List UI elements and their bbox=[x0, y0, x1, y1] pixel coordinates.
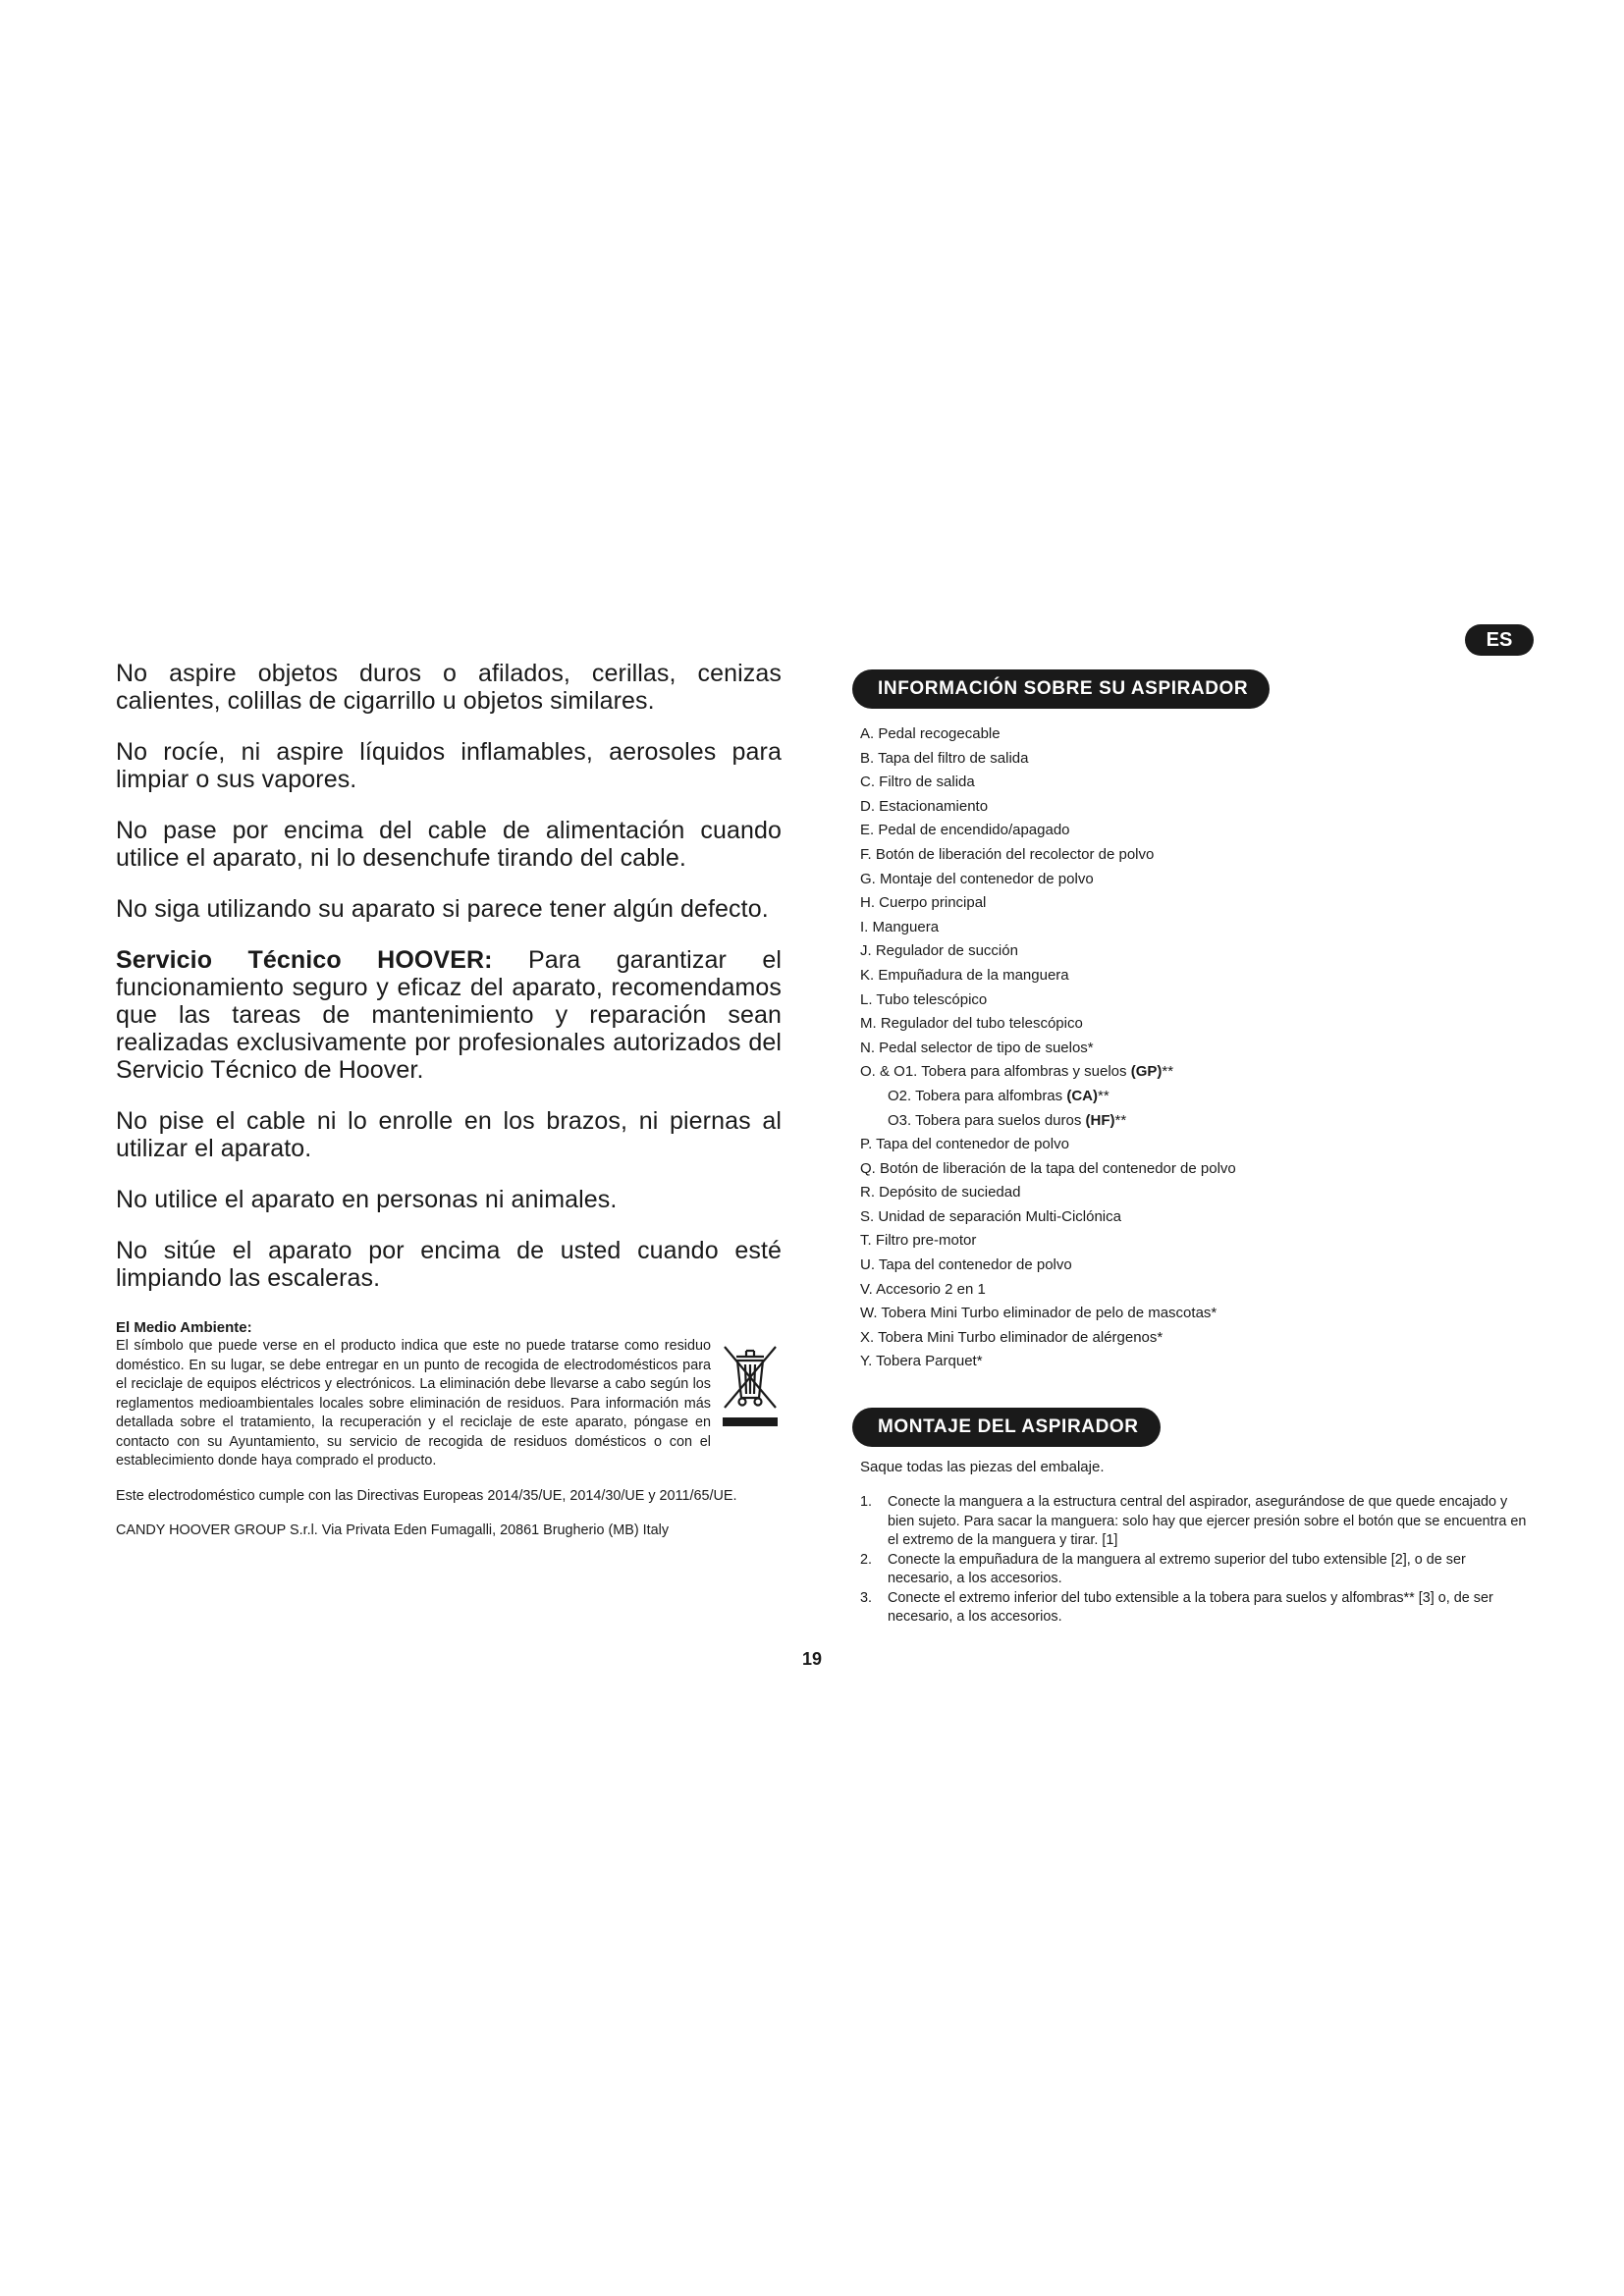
service-text: Para garantizar el funcionamiento seguro y eficaz del aparato, recomendamos que las tareas de mantenimiento y reparación sean realizadas exclusivamente por profesionales autorizados del Servicio Técnico de Hoover. bbox=[116, 946, 782, 1084]
part-code: (HF) bbox=[1085, 1111, 1115, 1129]
part-item: E. Pedal de encendido/apagado bbox=[860, 822, 1070, 839]
step-text: Conecte el extremo inferior del tubo extensible a la tobera para suelos y alfombras** [3] o, de ser necesario, a los accesorios. bbox=[888, 1589, 1493, 1626]
environment-block bbox=[116, 1337, 782, 1471]
part-label: O. & O1. Tobera para alfombras y suelos bbox=[860, 1063, 1131, 1081]
step-number: 2. bbox=[860, 1551, 873, 1568]
part-item: V. Accesorio 2 en 1 bbox=[860, 1280, 986, 1298]
part-item: H. Cuerpo principal bbox=[860, 894, 987, 912]
part-item: L. Tubo telescópico bbox=[860, 990, 988, 1008]
part-item: F. Botón de liberación del recolector de polvo bbox=[860, 845, 1155, 863]
warning-paragraph: No siga utilizando su aparato si parece tener algún defecto. bbox=[116, 895, 769, 923]
part-item: T. Filtro pre-motor bbox=[860, 1232, 977, 1250]
warning-paragraph: No sitúe el aparato por encima de usted cuando esté limpiando las escaleras. bbox=[116, 1237, 782, 1292]
part-item bbox=[860, 1060, 1530, 1085]
service-heading: Servicio Técnico HOOVER: bbox=[116, 946, 493, 974]
directives-text: Este electrodoméstico cumple con las Directivas Europeas 2014/35/UE, 2014/30/UE y 2011/65/UE. bbox=[116, 1487, 737, 1504]
safety-warnings-column bbox=[116, 660, 782, 1541]
step-number: 1. bbox=[860, 1494, 873, 1511]
assembly-intro: Saque todas las piezas del embalaje. bbox=[860, 1459, 1105, 1476]
part-item: M. Regulador del tubo telescópico bbox=[860, 1015, 1083, 1033]
part-item: X. Tobera Mini Turbo eliminador de alérgenos* bbox=[860, 1328, 1164, 1346]
part-item: R. Depósito de suciedad bbox=[860, 1184, 1021, 1201]
warning-paragraph: No pase por encima del cable de alimentación cuando utilice el aparato, ni lo desenchufe tirando del cable. bbox=[116, 817, 782, 872]
warning-paragraph: No pise el cable ni lo enrolle en los brazos, ni piernas al utilizar el aparato. bbox=[116, 1107, 782, 1162]
part-label: O2. Tobera para alfombras bbox=[888, 1087, 1067, 1104]
part-item: J. Regulador de succión bbox=[860, 942, 1018, 960]
part-item: U. Tapa del contenedor de polvo bbox=[860, 1256, 1072, 1274]
environment-text: El símbolo que puede verse en el producto indica que este no puede tratarse como residuo doméstico. En su lugar, se debe entregar en un punto de recogida de electrodomésticos para el reciclaje de equipos eléctricos y electrónicos. La eliminación debe llevarse a cabo según los reglamentos medioambientales locales sobre eliminación de residuos. Para información más detallada sobre el tratamiento, la recuperación y el reciclaje de este aparato, póngase en contacto con su Ayuntamiento, su servicio de recogida de residuos domésticos o con el establecimiento donde haya comprado el producto. bbox=[116, 1338, 711, 1468]
part-item bbox=[860, 1109, 1530, 1134]
product-info-column bbox=[852, 669, 1530, 1628]
part-item: K. Empuñadura de la manguera bbox=[860, 966, 1069, 984]
warning-paragraph: No rocíe, ni aspire líquidos inflamables, aerosoles para limpiar o sus vapores. bbox=[116, 738, 782, 793]
part-item: C. Filtro de salida bbox=[860, 774, 975, 791]
part-footnote-mark: ** bbox=[1114, 1111, 1127, 1129]
weee-bin-icon bbox=[719, 1339, 782, 1433]
part-item: D. Estacionamiento bbox=[860, 797, 989, 815]
part-item: Q. Botón de liberación de la tapa del contenedor de polvo bbox=[860, 1159, 1236, 1177]
company-address: CANDY HOOVER GROUP S.r.l. Via Privata Eden Fumagalli, 20861 Brugherio (MB) Italy bbox=[116, 1522, 670, 1538]
step-number: 3. bbox=[860, 1589, 873, 1606]
warning-paragraph: No utilice el aparato en personas ni animales. bbox=[116, 1186, 618, 1213]
environment-heading: El Medio Ambiente: bbox=[116, 1319, 252, 1336]
assembly-section-title: MONTAJE DEL ASPIRADOR bbox=[852, 1408, 1161, 1447]
part-item: P. Tapa del contenedor de polvo bbox=[860, 1136, 1069, 1153]
language-badge: ES bbox=[1465, 624, 1534, 656]
part-item bbox=[860, 1085, 1530, 1109]
part-item: W. Tobera Mini Turbo eliminador de pelo de mascotas* bbox=[860, 1305, 1218, 1322]
parts-list bbox=[860, 722, 1530, 1374]
assembly-step bbox=[860, 1493, 1530, 1551]
part-footnote-mark: ** bbox=[1097, 1087, 1110, 1104]
part-item: Y. Tobera Parquet* bbox=[860, 1353, 983, 1370]
warning-paragraph: No aspire objetos duros o afilados, cerillas, cenizas calientes, colillas de cigarrillo u objetos similares. bbox=[116, 660, 782, 715]
service-paragraph bbox=[116, 946, 782, 1084]
part-item: G. Montaje del contenedor de polvo bbox=[860, 870, 1094, 887]
assembly-step bbox=[860, 1551, 1530, 1589]
part-label: O3. Tobera para suelos duros bbox=[888, 1111, 1086, 1129]
part-item: I. Manguera bbox=[860, 918, 940, 935]
assembly-step bbox=[860, 1589, 1530, 1628]
part-item: S. Unidad de separación Multi-Ciclónica bbox=[860, 1207, 1121, 1225]
step-text: Conecte la empuñadura de la manguera al extremo superior del tubo extensible [2], o de ser necesario, a los accesorios. bbox=[888, 1551, 1466, 1587]
part-item: B. Tapa del filtro de salida bbox=[860, 749, 1029, 767]
part-code: (GP) bbox=[1130, 1063, 1163, 1081]
info-section-title: INFORMACIÓN SOBRE SU ASPIRADOR bbox=[852, 669, 1270, 709]
part-code: (CA) bbox=[1066, 1087, 1098, 1104]
part-item: N. Pedal selector de tipo de suelos* bbox=[860, 1039, 1094, 1056]
assembly-steps bbox=[860, 1493, 1530, 1628]
part-item: A. Pedal recogecable bbox=[860, 725, 1001, 742]
page-number: 19 bbox=[801, 1649, 823, 1669]
step-text: Conecte la manguera a la estructura central del aspirador, asegurándose de que quede encajado y bien sujeto. Para sacar la manguera: solo hay que ejercer presión sobre el botón que se encuentra en el extremo de la manguera y tirar. [1] bbox=[888, 1494, 1527, 1549]
part-footnote-mark: ** bbox=[1162, 1063, 1174, 1081]
